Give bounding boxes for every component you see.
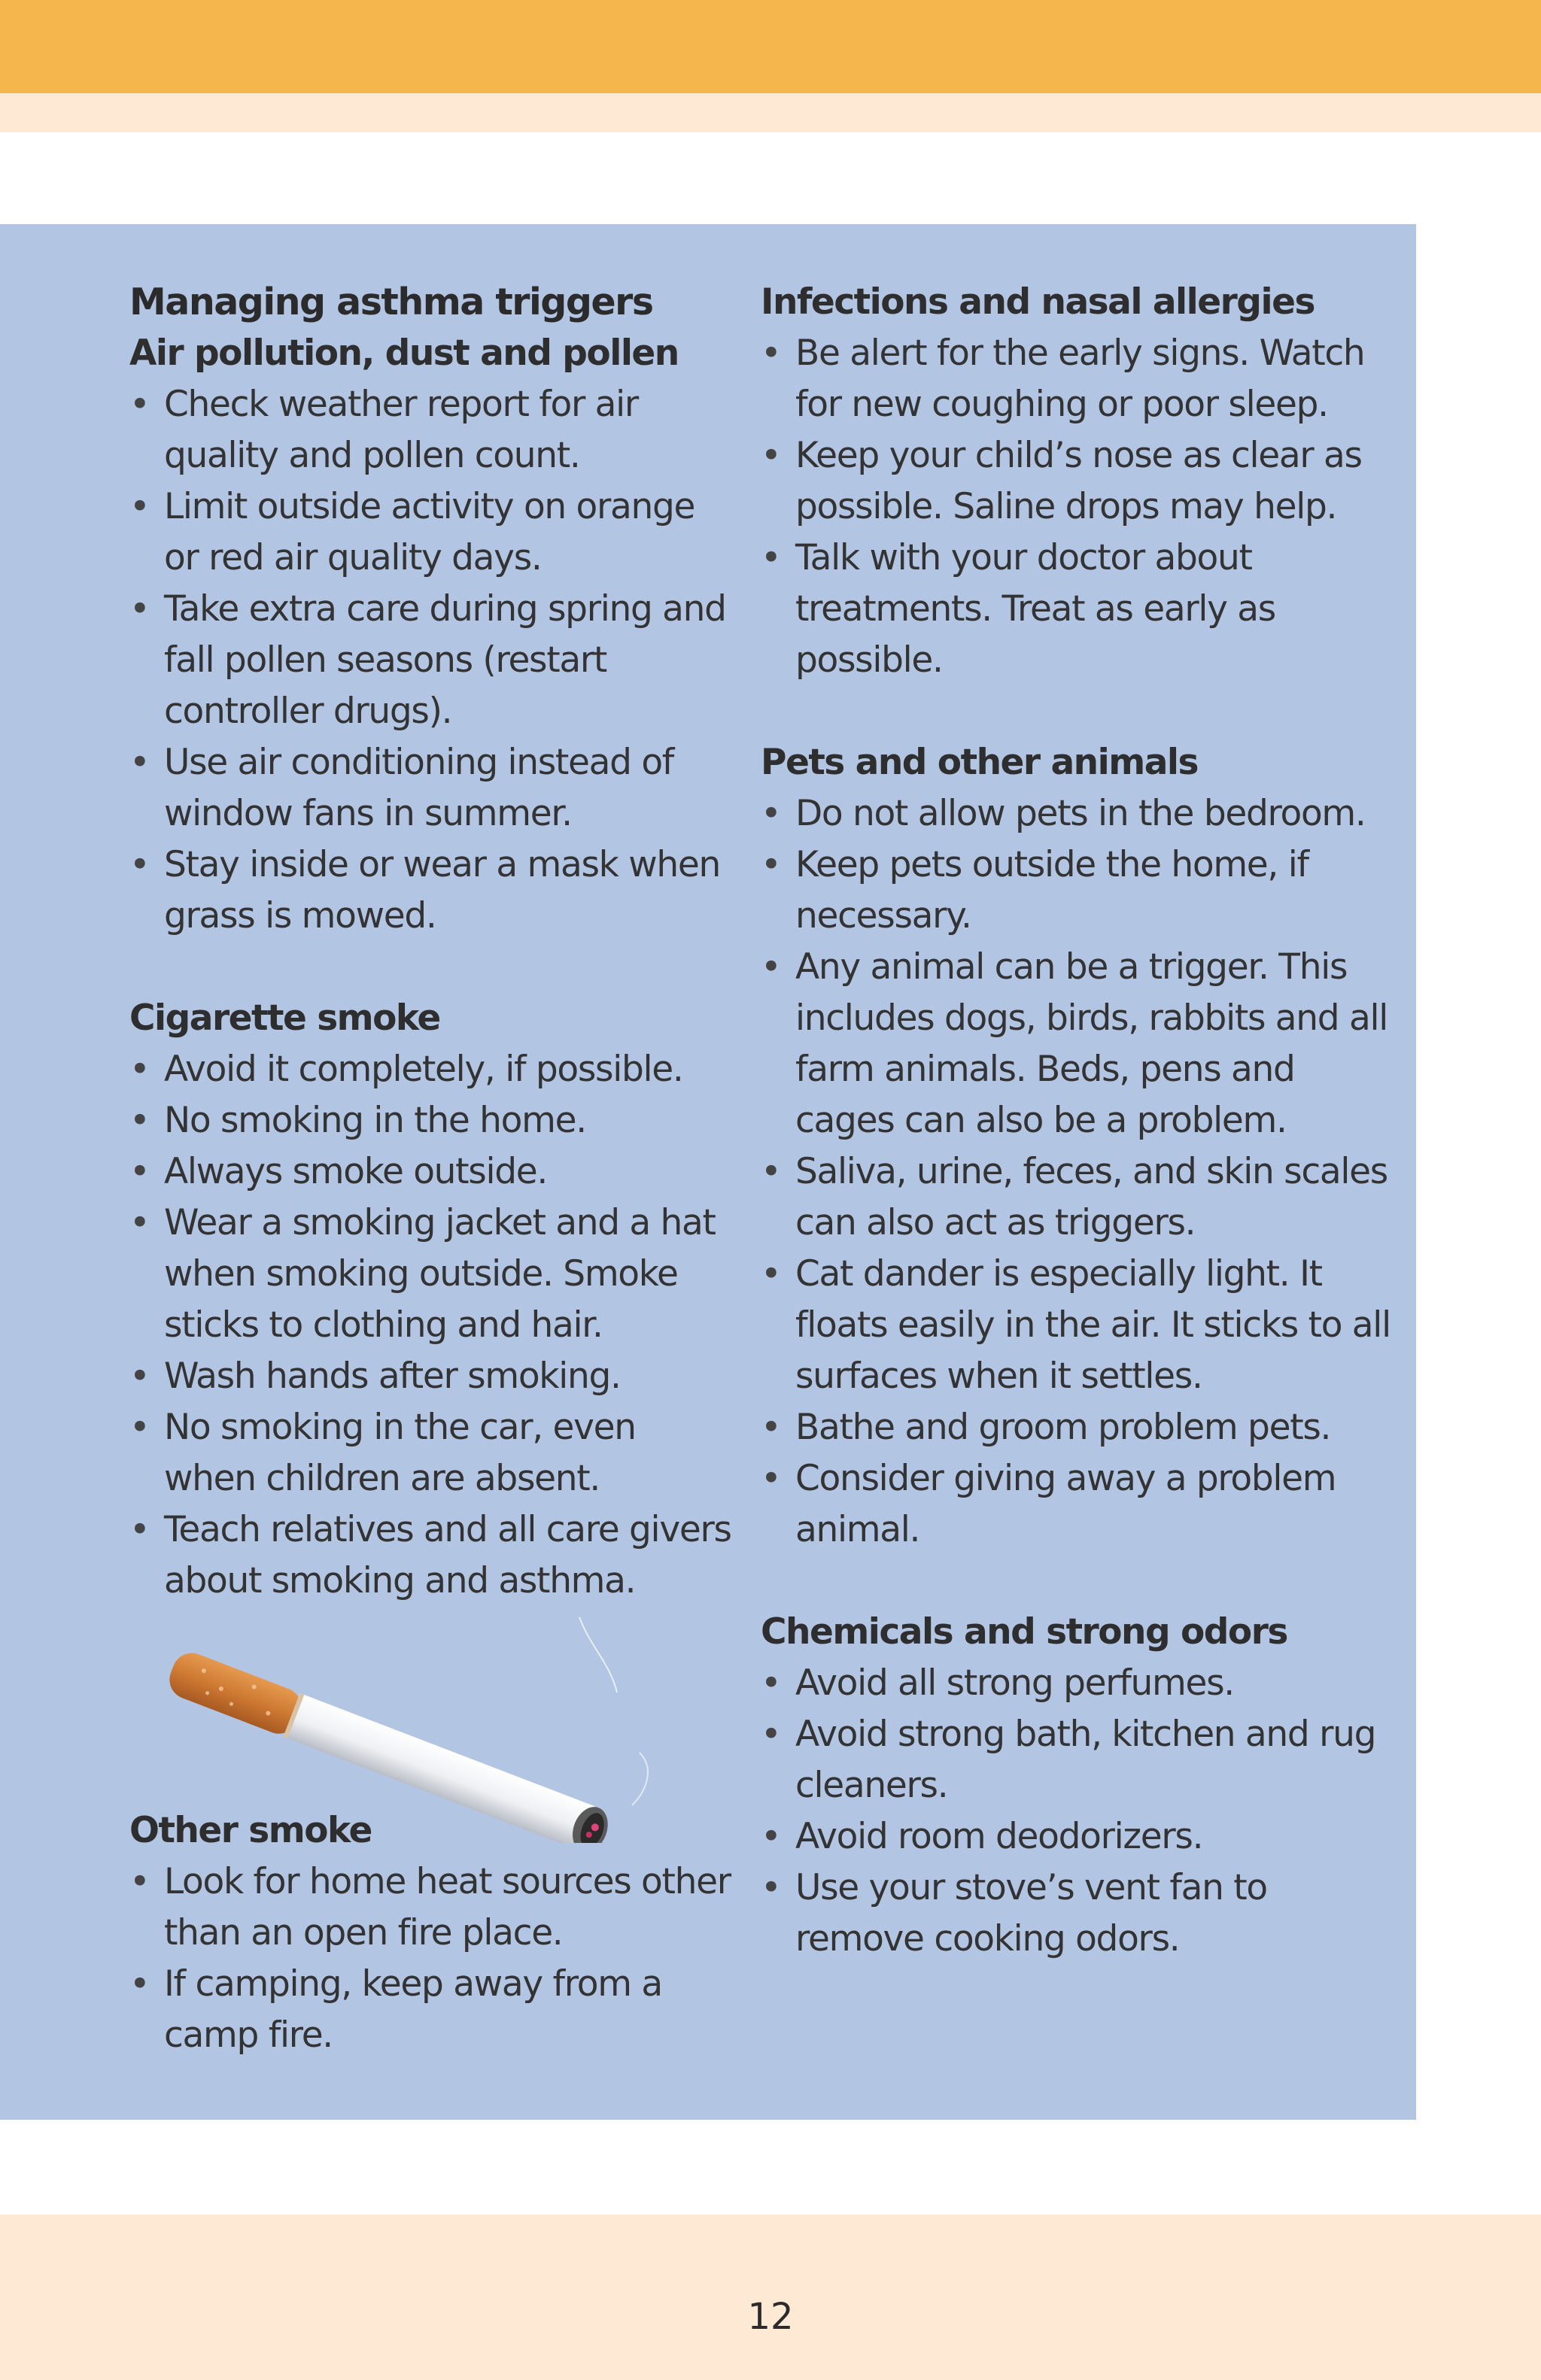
list-infections: [761, 328, 1393, 686]
section-title-pets: Pets and other animals: [761, 742, 1199, 783]
list-item: • Do not allow pets in the bedroom.: [761, 788, 1393, 839]
page-number: 12: [747, 2296, 794, 2338]
list-item: • If camping, keep away from a camp fire.: [129, 1959, 731, 2061]
spacer: [761, 1556, 1393, 1607]
list-item: • Bathe and groom problem pets.: [761, 1402, 1393, 1453]
list-item: • Teach relatives and all care givers about smoking and asthma.: [129, 1504, 731, 1607]
header-stripe: [0, 93, 1541, 132]
list-item: • Wash hands after smoking.: [129, 1351, 731, 1402]
list-item: • Look for home heat sources other than an open fire place.: [129, 1856, 731, 1959]
section-title-other-smoke: Other smoke: [129, 1810, 372, 1851]
list-item: • Saliva, urine, feces, and skin scales can also act as triggers.: [761, 1146, 1393, 1249]
other-smoke-section: [129, 1805, 731, 2061]
list-pets: [761, 788, 1393, 1556]
list-chemicals: [761, 1658, 1393, 1965]
list-item: • Talk with your doctor about treatments. Treat as early as possible.: [761, 533, 1393, 686]
list-item: • Take extra care during spring and fall pollen seasons (restart controller drugs).: [129, 584, 731, 737]
list-item: • Check weather report for air quality and pollen count.: [129, 379, 731, 481]
list-item: • No smoking in the home.: [129, 1095, 731, 1146]
list-item: • Avoid strong bath, kitchen and rug cleaners.: [761, 1709, 1393, 1811]
section-title-chemicals: Chemicals and strong odors: [761, 1611, 1287, 1653]
left-column: [129, 277, 731, 1607]
list-cigarette-smoke: [129, 1044, 731, 1607]
page-heading: Managing asthma triggers: [129, 281, 653, 323]
list-item: • Limit outside activity on orange or red air quality days.: [129, 481, 731, 584]
list-item: • Be alert for the early signs. Watch for new coughing or poor sleep.: [761, 328, 1393, 430]
list-item: • Use your stove’s vent fan to remove cooking odors.: [761, 1862, 1393, 1965]
section-title-cigarette-smoke: Cigarette smoke: [129, 997, 440, 1039]
list-item: • Avoid room deodorizers.: [761, 1811, 1393, 1862]
list-item: • Cat dander is especially light. It floats easily in the air. It sticks to all surfaces when it settles.: [761, 1249, 1393, 1402]
spacer: [761, 686, 1393, 737]
list-item: • Keep pets outside the home, if necessary.: [761, 839, 1393, 942]
section-title-infections: Infections and nasal allergies: [761, 281, 1315, 323]
list-item: • Keep your child’s nose as clear as possible. Saline drops may help.: [761, 430, 1393, 533]
list-item: • Stay inside or wear a mask when grass is mowed.: [129, 839, 731, 942]
header-band: [0, 0, 1541, 93]
list-item: • Use air conditioning instead of window fans in summer.: [129, 737, 731, 839]
spacer: [129, 942, 731, 993]
list-other-smoke: [129, 1856, 731, 2061]
list-air-pollution: [129, 379, 731, 942]
list-item: • Consider giving away a problem animal.: [761, 1453, 1393, 1556]
list-item: • No smoking in the car, even when children are absent.: [129, 1402, 731, 1504]
section-title-air-pollution: Air pollution, dust and pollen: [129, 332, 679, 374]
list-item: • Avoid it completely, if possible.: [129, 1044, 731, 1095]
list-item: • Always smoke outside.: [129, 1146, 731, 1198]
list-item: • Wear a smoking jacket and a hat when smoking outside. Smoke sticks to clothing and hair.: [129, 1198, 731, 1351]
list-item: • Avoid all strong perfumes.: [761, 1658, 1393, 1709]
list-item: • Any animal can be a trigger. This includes dogs, birds, rabbits and all farm animals. Beds, pens and cages can also be a problem.: [761, 942, 1393, 1146]
right-column: [761, 277, 1393, 1965]
